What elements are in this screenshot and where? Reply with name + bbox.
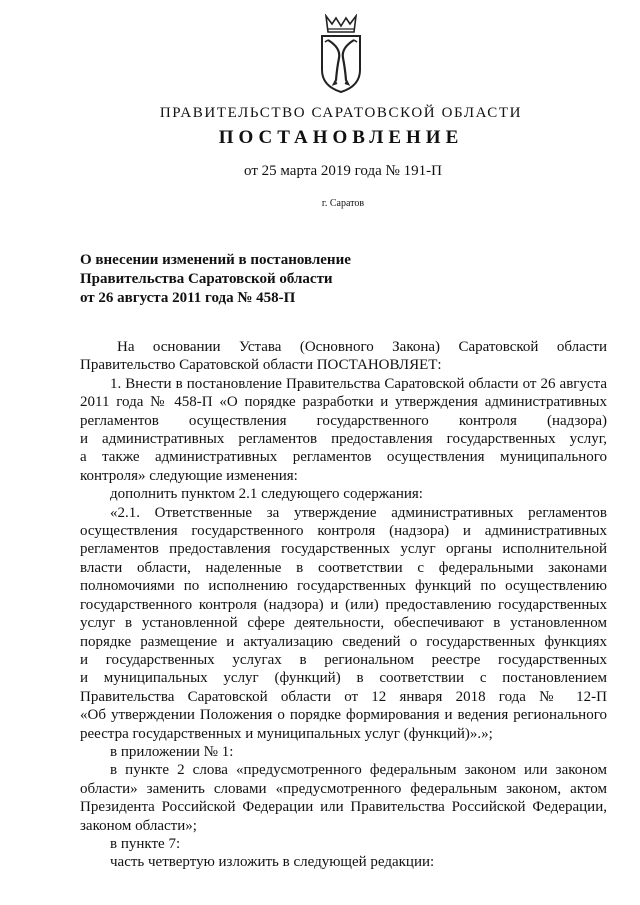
body-line: законом области»; [80, 817, 197, 834]
body-line: 1. Внести в постановление Правительства Саратовской области от 26 августа [110, 375, 607, 392]
body-line: 2011 года № 458-П «О порядке разработки и утверждения административных [80, 394, 607, 411]
subject-line: О внесении изменений в постановление [80, 252, 351, 268]
body-line: осуществления государственного контроля (надзора) и административных [80, 523, 607, 540]
body-line: власти области, наделенные в соответствии с федеральными законами [80, 559, 607, 576]
body-line: и муниципальных услуг (функций) в соответствии с постановлением [80, 670, 607, 687]
body-line: контроля» следующие изменения: [80, 467, 298, 484]
body-line: Правительства Саратовской области от 12 января 2018 года № 12-П [80, 688, 607, 705]
document-city: г. Саратов [321, 198, 365, 209]
coat-of-arms-emblem [312, 14, 370, 94]
document-date-number: от 25 марта 2019 года № 191-П [244, 163, 442, 179]
body-line: На основании Устава (Основного Закона) Саратовской области [117, 339, 607, 355]
subject-line: от 26 августа 2011 года № 458-П [80, 290, 296, 306]
document-type-title: ПОСТАНОВЛЕНИЕ [218, 127, 464, 148]
body-line: «Об утверждении Положения о порядке формирования и ведения регионального [80, 707, 607, 724]
body-line: области» заменить словами «предусмотренного федеральным законом, актом [80, 780, 607, 797]
body-line: дополнить пунктом 2.1 следующего содержания: [110, 486, 423, 503]
body-line: в пункте 7: [110, 835, 181, 852]
body-line: Правительство Саратовской области ПОСТАНОВЛЯЕТ: [80, 357, 442, 374]
body-line: а также административных регламентов осуществления муниципального [80, 449, 607, 466]
body-line: в приложении № 1: [110, 743, 234, 760]
subject-line: Правительства Саратовской области [80, 271, 333, 287]
body-line: и государственных услугах в региональном реестре государственных [80, 651, 607, 668]
body-line: порядке размещение и актуализацию сведений о государственных функциях [80, 633, 607, 650]
document-body [80, 338, 607, 872]
body-line: полномочиями по исполнению государственных функций по осуществлению [80, 578, 607, 595]
body-line: реестра государственных и муниципальных услуг (функций)».»; [80, 725, 493, 742]
body-line: услуг в установленной сфере деятельности, обеспечивают в установленном [80, 615, 607, 632]
government-name: ПРАВИТЕЛЬСТВО САРАТОВСКОЙ ОБЛАСТИ [159, 105, 523, 121]
body-line: Президента Российской Федерации или Правительства Российской Федерации, [80, 799, 607, 816]
document-subject [80, 251, 351, 308]
body-line: «2.1. Ответственные за утверждение административных регламентов [110, 504, 607, 521]
body-line: и административных регламентов предоставления государственных услуг, [80, 431, 607, 448]
body-line: регламентов осуществления государственного контроля (надзора) [80, 412, 607, 429]
body-line: регламентов предоставления государственных услуг органы исполнительной [80, 541, 607, 558]
body-line: государственного контроля (надзора) и (или) предоставлению государственных [80, 596, 607, 613]
body-line: в пункте 2 слова «предусмотренного федеральным законом или законом [110, 762, 607, 779]
body-line: часть четвертую изложить в следующей редакции: [110, 854, 435, 871]
